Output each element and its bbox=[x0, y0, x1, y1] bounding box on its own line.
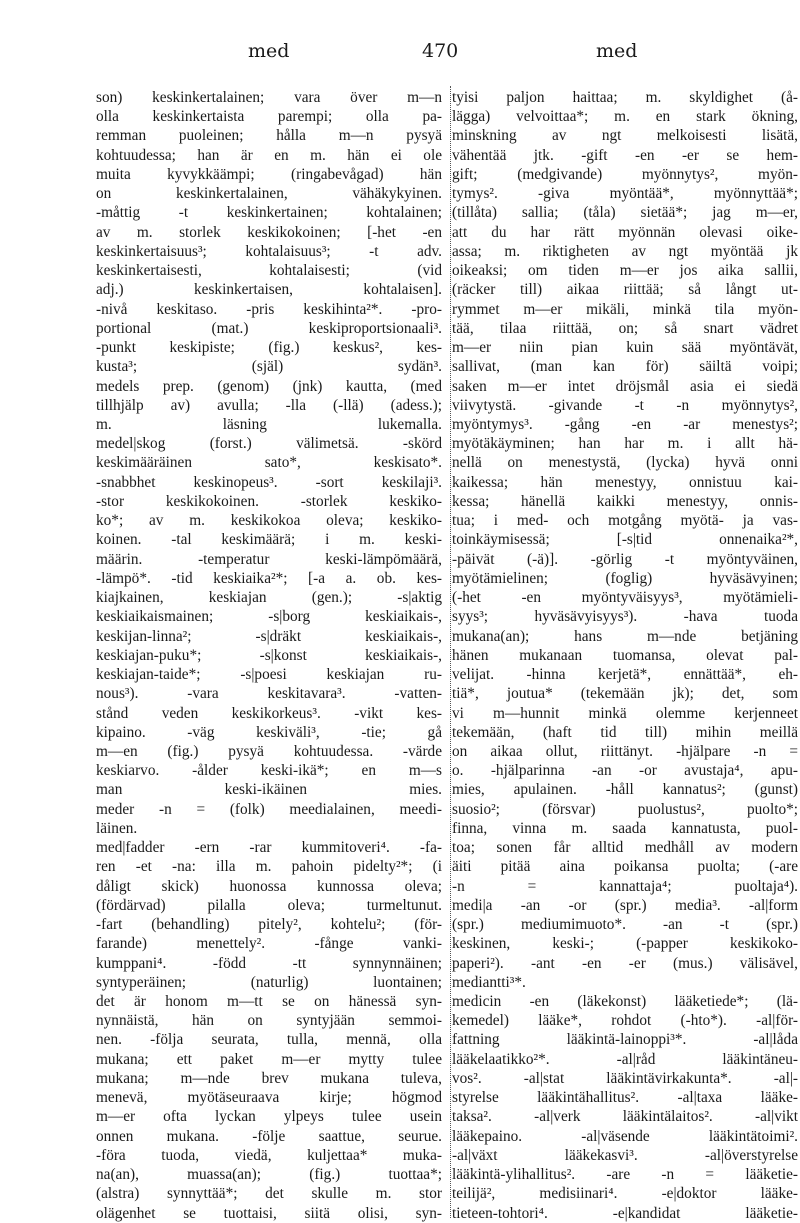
text-line: med|fadder -ern -rar kummitoveri⁴. -fa- bbox=[96, 839, 442, 857]
text-line: tieteen-tohtori⁴. -e|kandidat lääketie- bbox=[452, 1204, 798, 1222]
text-line: olla keskinkertaista parempi; olla pa- bbox=[96, 108, 442, 126]
text-line: -måttig -t keskinkertainen; kohtalainen; bbox=[96, 204, 442, 222]
text-line: läinen. bbox=[96, 819, 138, 837]
left-column bbox=[96, 88, 442, 1223]
right-guide-word: med bbox=[596, 40, 638, 62]
text-line: tua; i med- och motgång myötä- ja vas- bbox=[452, 512, 798, 530]
text-line: (fördärvad) pilalla oleva; turmeltunut. bbox=[96, 896, 442, 914]
text-line: m. läsning lukemalla. bbox=[96, 415, 442, 433]
page-number: 470 bbox=[422, 40, 459, 62]
text-line: menevä, myötäseuraava kirje; högmod bbox=[96, 1089, 442, 1107]
text-line: lääkintä-ylihallitus². -are -n = lääketie- bbox=[452, 1166, 798, 1184]
text-line: keskinkertaisuus³; kohtalaisuus³; -t adv. bbox=[96, 242, 442, 260]
text-line: farande) menettely². -fånge vanki- bbox=[96, 935, 442, 953]
text-line: mukana(an); hans m—nde betjäning bbox=[452, 627, 798, 645]
text-line: kaikessa; hän menestyy, onnistuu kai- bbox=[452, 473, 798, 491]
text-line: vi m—hunnit minkä olemme kerjenneet bbox=[452, 704, 798, 722]
text-line: minskning av ngt melkoisesti lisätä, bbox=[452, 127, 798, 145]
text-line: mukana; ett paket m—er mytty tulee bbox=[96, 1050, 442, 1068]
text-line: oikeaksi; om tiden m—er jos aika sallii, bbox=[452, 262, 798, 280]
text-line: keskiaikaismainen; -s|borg keskiaikais-, bbox=[96, 608, 442, 626]
text-line: stånd veden keskikorkeus³. -vikt kes- bbox=[96, 704, 442, 722]
text-line: keskiajan-taide*; -s|poesi keskiajan ru- bbox=[96, 666, 442, 684]
text-line: (tillåta) sallia; (tåla) sietää*; jag m—er, bbox=[452, 204, 798, 222]
text-line: lääkelaatikko²*. -al|råd lääkintäneu- bbox=[452, 1050, 798, 1068]
text-line: sallivat, (man kan för) säiltä voipi; bbox=[452, 358, 798, 376]
text-line: man keski-ikäinen mies. bbox=[96, 781, 442, 799]
text-line: saken m—er intet dröjsmål asia ei siedä bbox=[452, 377, 798, 395]
text-line: -al|växt lääkekasvi³. -al|överstyrelse bbox=[452, 1146, 798, 1164]
text-line: adj.) keskinkertaisen, kohtalaisen]. bbox=[96, 281, 442, 299]
text-line: m—en (fig.) pysyä kohtuudessa. -värde bbox=[96, 742, 442, 760]
text-line: ko*; av m. keskikokoa oleva; keskiko- bbox=[96, 512, 442, 530]
text-line: äiti pitää aina poikansa puolta; (-are bbox=[452, 858, 798, 876]
text-line: suosio²; (försvar) puolustus², puolto*; bbox=[452, 800, 798, 818]
right-column bbox=[452, 88, 798, 1223]
text-line: myöntymys³. -gång -en -ar menestys²; bbox=[452, 415, 798, 433]
text-line: (räcker till) aikaa riittää; så långt ut- bbox=[452, 281, 798, 299]
text-line: keskijan-linna²; -s|dräkt keskiaikais-, bbox=[96, 627, 442, 645]
text-line: -lämpö*. -tid keskiaika²*; [-a a. ob. kes- bbox=[96, 569, 442, 587]
text-line: na(an), muassa(an); (fig.) tuottaa*; bbox=[96, 1166, 442, 1184]
text-line: -n = kannattaja⁴; puoltaja⁴). bbox=[452, 877, 798, 895]
text-line: -punkt keskipiste; (fig.) keskus², kes- bbox=[96, 339, 442, 357]
text-line: son) keskinkertalainen; vara över m—n bbox=[96, 89, 442, 106]
text-line: teilijä², medisiinari⁴. -e|doktor lääke- bbox=[452, 1185, 798, 1203]
text-line: keskimääräinen sato*, keskisato*. bbox=[96, 454, 442, 472]
text-line: kemedel) lääke*, rohdot (-hto*). -al|för- bbox=[452, 1012, 798, 1030]
text-line: remman puoleinen; hålla m—n pysyä bbox=[96, 127, 442, 145]
text-line: keskiajan-puku*; -s|konst keskiaikais-, bbox=[96, 646, 442, 664]
text-line: mediantti³*. bbox=[452, 973, 526, 991]
text-line: dåligt skick) huonossa kunnossa oleva; bbox=[96, 877, 442, 895]
text-line: kohtuudessa; han är en m. hän ei ole bbox=[96, 146, 442, 164]
text-line: toa; sonen får alltid medhåll av modern bbox=[452, 839, 798, 857]
text-line: mukana; m—nde brev mukana tuleva, bbox=[96, 1069, 442, 1087]
text-line: kessa; hänellä kaikki menestyy, onnis- bbox=[452, 492, 798, 510]
text-line: rymmet m—er mikäli, minkä tila myön- bbox=[452, 300, 798, 318]
text-line: lägga) velvoittaa*; m. en stark ökning, bbox=[452, 108, 798, 126]
text-line: kipaino. -väg keskiväli³, -tie; gå bbox=[96, 723, 442, 741]
text-line: syys³; hyväsävyisyys³). -hava tuoda bbox=[452, 608, 798, 626]
text-line: m—er niin pian kuin sää myöntävät, bbox=[452, 339, 798, 357]
text-line: onnen mukana. -följe saattue, seurue. bbox=[96, 1127, 442, 1145]
text-line: -snabbhet keskinopeus³. -sort keskilaji³. bbox=[96, 473, 442, 491]
text-line: tää, tilaa riittää, on; så snart vädret bbox=[452, 319, 798, 337]
text-line: on keskinkertalainen, vähäkykyinen. bbox=[96, 185, 442, 203]
text-line: keskinkertaisesti, kohtalaisesti; (vid bbox=[96, 262, 442, 280]
text-line: (-het -en myöntyväisyys³, myötämieli- bbox=[452, 589, 798, 607]
text-line: tiä*, joutua* (tekemään jk); det, som bbox=[452, 685, 798, 703]
text-line: styrelse lääkintähallitus². -al|taxa lääke- bbox=[452, 1089, 798, 1107]
text-line: kiajkainen, keskiajan (gen.); -s|aktig bbox=[96, 589, 442, 607]
text-line: medi|a -an -or (spr.) media³. -al|form bbox=[452, 896, 798, 914]
text-line: medels prep. (genom) (jnk) kautta, (med bbox=[96, 377, 442, 395]
text-line: kumppani⁴. -född -tt synnynnäinen; bbox=[96, 954, 442, 972]
text-line: taksa². -al|verk lääkintälaitos². -al|vikt bbox=[452, 1108, 798, 1126]
text-line: keskiarvo. -ålder keski-ikä*; en m—s bbox=[96, 762, 442, 780]
text-line: syntyperäinen; (naturlig) luontainen; bbox=[96, 973, 442, 991]
text-line: (spr.) mediumimuoto*. -an -t (spr.) bbox=[452, 916, 798, 934]
text-line: tyisi paljon haittaa; m. skyldighet (å- bbox=[452, 89, 798, 106]
text-line: on aikaa ollut, riittänyt. -hjälpare -n = bbox=[452, 742, 798, 760]
text-line: av m. storlek keskikokoinen; [-het -en bbox=[96, 223, 442, 241]
text-line: -päivät (-ä)]. -görlig -t myöntyväinen, bbox=[452, 550, 798, 568]
text-line: det är honom m—tt se on hänessä syn- bbox=[96, 993, 442, 1011]
text-line: att du har rätt myönnän olevasi oike- bbox=[452, 223, 798, 241]
text-line: mies, apulainen. -håll kannatus²; (gunst) bbox=[452, 781, 798, 799]
column-divider bbox=[450, 86, 451, 1218]
text-line: (alstra) synnyttää*; det skulle m. stor bbox=[96, 1185, 442, 1203]
text-line: assa; m. riktigheten av ngt myöntää jk bbox=[452, 242, 798, 260]
text-line: nen. -följa seurata, tulla, mennä, olla bbox=[96, 1031, 442, 1049]
text-line: m—er ofta lyckan ylpeys tulee usein bbox=[96, 1108, 442, 1126]
text-line: määrin. -temperatur keski-lämpömäärä, bbox=[96, 550, 442, 568]
text-line: myötäkäyminen; han har m. i allt hä- bbox=[452, 435, 798, 453]
text-line: toinkäymisessä; [-s|tid onnenaika²*, bbox=[452, 531, 798, 549]
text-line: -nivå keskitaso. -pris keskihinta²*. -pro- bbox=[96, 300, 442, 318]
text-line: gift; (medgivande) myönnytys², myön- bbox=[452, 165, 798, 183]
text-line: muita kyvykkäämpi; (ringabevågad) hän bbox=[96, 165, 442, 183]
text-line: meder -n = (folk) meedialainen, meedi- bbox=[96, 800, 442, 818]
text-line: nous³). -vara keskitavara³. -vatten- bbox=[96, 685, 442, 703]
text-line: viivytystä. -givande -t -n myönnytys², bbox=[452, 396, 798, 414]
text-line: medicin -en (läkekonst) lääketiede*; (lä- bbox=[452, 993, 798, 1011]
text-line: -stor keskikokoinen. -storlek keskiko- bbox=[96, 492, 442, 510]
page-header bbox=[0, 40, 800, 70]
text-line: -föra tuoda, viedä, kuljettaa* muka- bbox=[96, 1146, 442, 1164]
text-line: ren -et -na: illa m. pahoin pidelty²*; (i bbox=[96, 858, 442, 876]
text-line: medel|skog (forst.) välimetsä. -skörd bbox=[96, 435, 442, 453]
text-line: tymys². -giva myöntää*, myönnyttää*; bbox=[452, 185, 798, 203]
text-line: kusta³; (själ) sydän³. bbox=[96, 358, 442, 376]
text-line: o. -hjälparinna -an -or avustaja⁴, apu- bbox=[452, 762, 798, 780]
text-line: finna, vinna m. saada kannatusta, puol- bbox=[452, 819, 798, 837]
text-line: portional (mat.) keskiproportsionaali³. bbox=[96, 319, 442, 337]
text-line: tekemään, (haft tid till) mihin meillä bbox=[452, 723, 798, 741]
text-line: hänen mukanaan tuomansa, olevat pal- bbox=[452, 646, 798, 664]
text-line: keskinen, keski-; (-papper keskikoko- bbox=[452, 935, 798, 953]
text-line: myötämielinen; (foglig) hyväsävyinen; bbox=[452, 569, 798, 587]
text-line: tillhjälp av) avulla; -lla (-llä) (adess.); bbox=[96, 396, 442, 414]
text-line: velijat. -hinna kerjetä*, ennättää*, eh- bbox=[452, 666, 798, 684]
text-line: koinen. -tal keskimäärä; i m. keski- bbox=[96, 531, 442, 549]
text-line: olägenhet se tuottaisi, siitä olisi, syn- bbox=[96, 1204, 442, 1222]
text-line: lääkepaino. -al|väsende lääkintätoimi². bbox=[452, 1127, 798, 1145]
text-line: vos². -al|stat lääkintävirkakunta*. -al|- bbox=[452, 1069, 798, 1087]
left-guide-word: med bbox=[248, 40, 290, 62]
text-line: nynnäistä, hän on syntyjään semmoi- bbox=[96, 1012, 442, 1030]
text-line: fattning lääkintä-lainoppi³*. -al|låda bbox=[452, 1031, 798, 1049]
text-line: nellä on menestystä, (lycka) hyvä onni bbox=[452, 454, 798, 472]
text-line: -fart (behandling) pitely², kohtelu²; (för- bbox=[96, 916, 442, 934]
text-line: paperi²). -ant -en -er (mus.) välisävel, bbox=[452, 954, 798, 972]
text-line: vähentää jtk. -gift -en -er se hem- bbox=[452, 146, 798, 164]
